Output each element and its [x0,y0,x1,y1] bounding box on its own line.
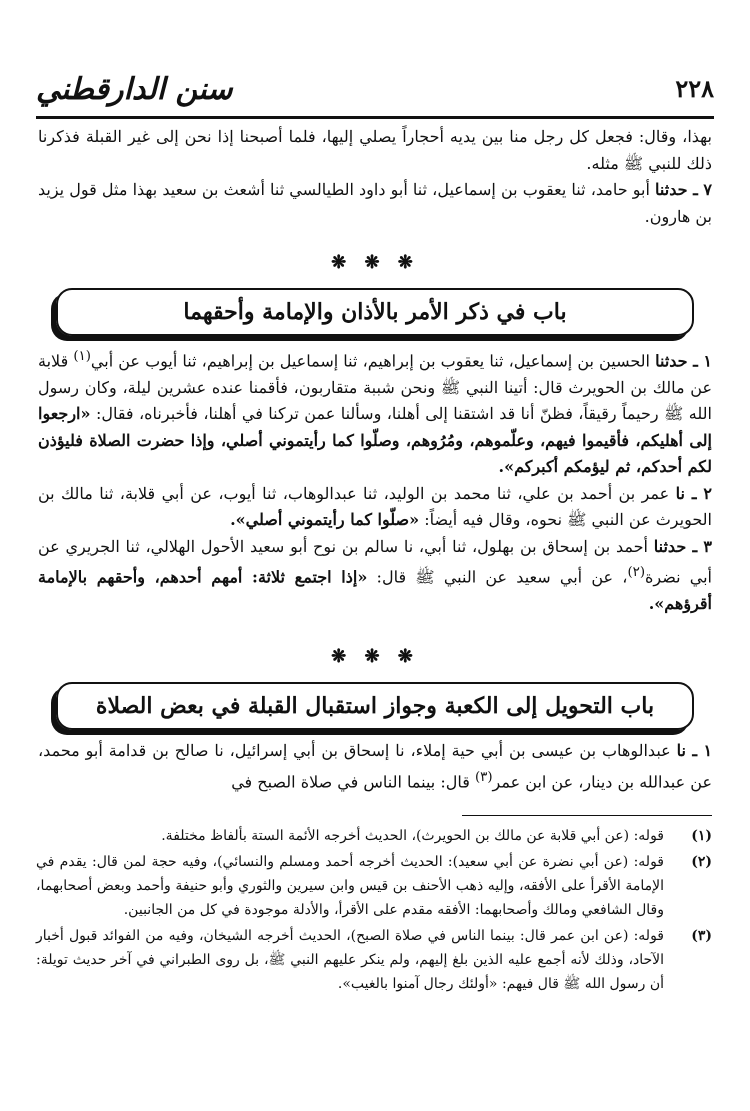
paragraph-continuation: بهذا، وقال: فجعل كل رجل منا بين يديه أحجاراً يصلي إليها، فلما أصبحنا إذا نحن إلى غير القبلة فذكرنا ذلك للنبي ﷺ مثله. [38,127,712,173]
chapter-1-hadith-1 [38,344,712,481]
hadith-2-quote: «صلّوا كما رأيتموني أصلي». [230,510,420,530]
hadith-3-text-b: ، عن أبي سعيد عن النبي ﷺ قال: [376,567,628,587]
chapter-title-qiblah: باب التحويل إلى الكعبة وجواز استقبال القبلة في بعض الصلاة [56,682,694,730]
footnote-rule [462,815,712,816]
chapter-2-hadith-1-text-b: قال: بينما الناس في صلاة الصبح في [231,771,470,791]
footnote-ref-2[interactable]: (٢) [627,565,646,581]
footnote-1-text: قوله: (عن أبي قلابة عن مالك بن الحويرث)، الحديث أخرجه الأئمة الستة بألفاظ مختلفة. [161,828,664,844]
footnote-2 [36,850,712,922]
footnote-ref-1[interactable]: (١) [73,349,91,364]
header-rule [36,116,714,119]
footnote-2-number: (٢) [691,854,712,870]
footnote-ref-3[interactable]: (٣) [474,769,493,785]
footnote-1-number: (١) [691,828,712,844]
chapter-2-hadith-1-lead: ١ ـ نا [676,741,713,760]
chapter-2-hadith-1-text-a: عبدالوهاب بن عيسى بن أبي حية إملاء، نا إسحاق بن أبي إسرائيل، نا صالح بن قدامة أبو محمد، عن عبدالله بن دينار، عن ابن عمر [38,741,712,791]
footnote-3-number: (٣) [691,928,712,944]
section-separator: ❋ ❋ ❋ [331,252,419,273]
book-title: سنن الدارقطني [36,72,233,107]
hadith-3-lead: ٣ ـ حدثنا [653,536,712,556]
hadith-3-text-a: أحمد بن إسحاق بن بهلول، ثنا أبي، نا سالم بن نوح أبو سعيد الأحول الهلالي، ثنا الجريري عن أبي نضرة [38,536,713,587]
section-separator-2: ❋ ❋ ❋ [331,646,419,667]
hadith-1-lead: ١ ـ حدثنا [655,351,713,371]
page-number: ٢٢٨ [675,74,714,103]
chapter-1-hadith-3 [38,534,712,618]
hadith-3-quote: «إذا اجتمع ثلاثة: أمهم أحدهم، وأحقهم بالإمامة أقرؤهم». [38,567,712,614]
footnote-2-text: قوله: (عن أبي نضرة عن أبي سعيد): الحديث أخرجه أحمد ومسلم والنسائي)، وفيه حجة لمن قال: يقدم في الإمامة الأقرأ على الأفقه، وإليه ذهب الأحنف بن قيس وابن سيرين والثوري وأبو حنيفة وأحمد وبعض أصحابهما، وقال الشافعي ومالك وأصحابهما: الأفقه مقدم على الأقرأ، والأدلة موجودة في كل من الجانبين. [36,854,664,918]
hadith-1-text-a: الحسين بن إسماعيل، ثنا يعقوب بن إبراهيم، ثنا إسماعيل بن إبراهيم، ثنا أيوب عن أبي [90,351,650,371]
hadith-7-lead: ٧ ـ حدثنا [655,180,712,199]
footnote-1 [36,824,712,848]
hadith-7-text: أبو حامد، ثنا يعقوب بن إسماعيل، ثنا أبو داود الطيالسي ثنا أشعث بن سعيد بهذا مثل قول يزيد بن هارون. [38,180,712,226]
footnote-3-text: قوله: (عن ابن عمر قال: بينما الناس في صلاة الصبح)، الحديث أخرجه الشيخان، وفيه من الفوائد قبول أخبار الآحاد، وذلك لأنه أجمع عليه الذين بلغ إليهم، ولم ينكر عليهم النبي ﷺ، بل روى الطبراني في آخر حديث تويلة: أن رسول الله ﷺ قال فيهم: «أولئك رجال آمنوا بالغيب». [36,928,665,992]
hadith-7 [38,177,712,230]
hadith-1-text-b: قلابة عن مالك بن الحويرث قال: أتينا النبي ﷺ ونحن شببة متقاربون، فأقمنا عنده عشرين ليلة، وكان رسول الله ﷺ رحيماً رقيقاً، فظنّ أنا قد اشتقنا إلى أهلنا، وسألنا عمن تركنا في أهلنا، فأخبرناه، فقال: [38,351,712,424]
chapter-2-hadith-1 [38,738,712,795]
chapter-1-hadith-2 [38,481,712,534]
footnotes [36,824,712,998]
hadith-1-quote: «ارجعوا إلى أهليكم، فأقيموا فيهم، وعلّموهم، ومُرُوهم، وصلّوا كما رأيتموني أصلي، وإذا حضرت الصلاة فليؤذن لكم أحدكم، ثم ليؤمكم أكبركم». [38,404,712,477]
chapter-1-body [38,344,712,618]
chapter-title-adhan-imamah: باب في ذكر الأمر بالأذان والإمامة وأحقهما [56,288,694,336]
hadith-2-text: عمر بن أحمد بن علي، ثنا محمد بن الوليد، ثنا عبدالوهاب، ثنا أيوب، عن أبي قلابة، ثنا مالك بن الحويرث عن النبي ﷺ نحوه، وقال فيه أيضاً: [38,483,712,530]
hadith-2-lead: ٢ ـ نا [675,483,713,503]
footnote-3 [36,924,712,996]
page-header [36,70,714,116]
chapter-2-body [38,738,712,795]
previous-section [38,124,712,230]
